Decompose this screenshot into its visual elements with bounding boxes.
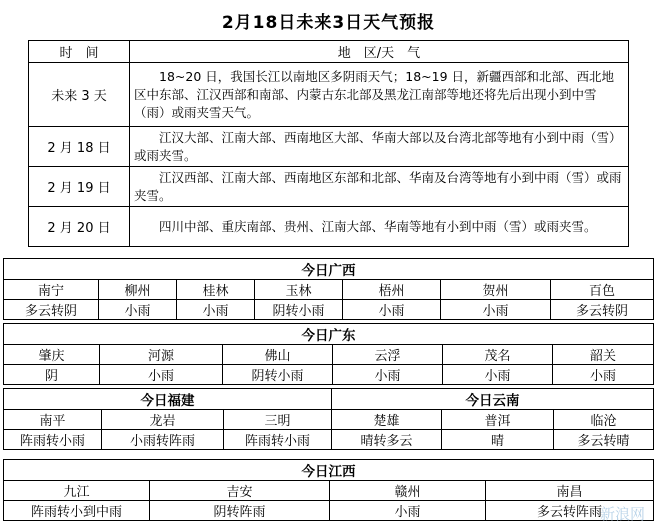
- forecast-time: 2 月 18 日: [29, 127, 130, 167]
- fujian-yunnan-table: [3, 388, 654, 450]
- city-weather: 阴转小雨: [255, 300, 343, 320]
- city-weather: 小雨: [553, 365, 654, 385]
- city-weather: 小雨: [343, 300, 441, 320]
- forecast-text: 江汉大部、江南大部、西南地区大部、华南大部以及台湾北部等地有小到中雨（雪）或雨夹雪。: [130, 127, 629, 167]
- guangdong-table: [3, 323, 654, 385]
- forecast-row: [29, 127, 629, 167]
- city-weather: 小雨转阵雨: [102, 430, 224, 450]
- forecast-time: 未来 3 天: [29, 63, 130, 127]
- forecast-text: 四川中部、重庆南部、贵州、江南大部、华南等地有小到中雨（雪）或雨夹雪。: [130, 207, 629, 247]
- city-name: 三明: [224, 410, 332, 430]
- city-name: 楚雄: [332, 410, 442, 430]
- city-name: 临沧: [554, 410, 654, 430]
- city-name: 南昌: [486, 481, 654, 501]
- city-name: 玉林: [255, 280, 343, 300]
- weather-row: [4, 365, 654, 385]
- forecast-header-row: [29, 41, 629, 63]
- city-weather: 小雨: [441, 300, 551, 320]
- header-time: 时 间: [29, 41, 130, 63]
- forecast-time: 2 月 20 日: [29, 207, 130, 247]
- city-weather: 小雨: [333, 365, 443, 385]
- city-weather: 小雨: [443, 365, 553, 385]
- forecast-row: [29, 207, 629, 247]
- watermark-logo: 新浪网: [599, 505, 645, 523]
- weather-row: [4, 501, 654, 521]
- city-weather: 多云转阵雨: [486, 501, 654, 521]
- weather-row: [4, 300, 654, 320]
- city-weather: 多云转阴: [551, 300, 654, 320]
- city-name: 柳州: [99, 280, 177, 300]
- city-weather: 阵雨转小到中雨: [4, 501, 150, 521]
- city-weather: 晴转多云: [332, 430, 442, 450]
- page-title: 2月18日未来3日天气预报: [221, 13, 436, 33]
- section-title-yunnan: 今日云南: [332, 389, 654, 410]
- forecast-row: [29, 167, 629, 207]
- city-name: 吉安: [150, 481, 330, 501]
- city-name: 佛山: [223, 345, 333, 365]
- city-name: 龙岩: [102, 410, 224, 430]
- city-name: 肇庆: [4, 345, 100, 365]
- forecast-text: 江汉西部、江南大部、西南地区东部和北部、华南及台湾等地有小到中雨（雪）或雨夹雪。: [130, 167, 629, 207]
- jiangxi-table: [3, 459, 654, 521]
- header-area: 地 区/天 气: [130, 41, 629, 63]
- city-name: 茂名: [443, 345, 553, 365]
- city-weather: 阵雨转小雨: [224, 430, 332, 450]
- city-row: [4, 280, 654, 300]
- city-name: 河源: [100, 345, 223, 365]
- guangxi-table: [3, 258, 654, 320]
- forecast-time: 2 月 19 日: [29, 167, 130, 207]
- city-name: 云浮: [333, 345, 443, 365]
- city-weather: 阵雨转小雨: [4, 430, 102, 450]
- city-name: 百色: [551, 280, 654, 300]
- section-title-jiangxi: 今日江西: [4, 460, 654, 481]
- weather-row: [4, 430, 654, 450]
- section-title-guangdong: 今日广东: [4, 324, 654, 345]
- city-row: [4, 481, 654, 501]
- city-weather: 阴转小雨: [223, 365, 333, 385]
- forecast-table: [28, 40, 629, 247]
- section-title-guangxi: 今日广西: [4, 259, 654, 280]
- city-name: 贺州: [441, 280, 551, 300]
- city-name: 九江: [4, 481, 150, 501]
- city-name: 南宁: [4, 280, 99, 300]
- city-weather: 小雨: [100, 365, 223, 385]
- city-name: 赣州: [330, 481, 486, 501]
- forecast-row: [29, 63, 629, 127]
- section-title-fujian: 今日福建: [4, 389, 332, 410]
- forecast-text: 18~20 日，我国长江以南地区多阴雨天气；18~19 日，新疆西部和北部、西北地区中东部、江汉西部和南部、内蒙古东北部及黑龙江南部等地还将先后出现小到中雪（雨）或雨夹雪天气。: [130, 63, 629, 127]
- city-name: 梧州: [343, 280, 441, 300]
- city-weather: 小雨: [330, 501, 486, 521]
- city-weather: 晴: [442, 430, 554, 450]
- city-row: [4, 345, 654, 365]
- city-weather: 小雨: [177, 300, 255, 320]
- city-weather: 多云转晴: [554, 430, 654, 450]
- city-weather: 阴转阵雨: [150, 501, 330, 521]
- city-weather: 阴: [4, 365, 100, 385]
- city-weather: 小雨: [99, 300, 177, 320]
- city-name: 南平: [4, 410, 102, 430]
- city-row: [4, 410, 654, 430]
- city-name: 韶关: [553, 345, 654, 365]
- city-weather: 多云转阴: [4, 300, 99, 320]
- city-name: 桂林: [177, 280, 255, 300]
- city-name: 普洱: [442, 410, 554, 430]
